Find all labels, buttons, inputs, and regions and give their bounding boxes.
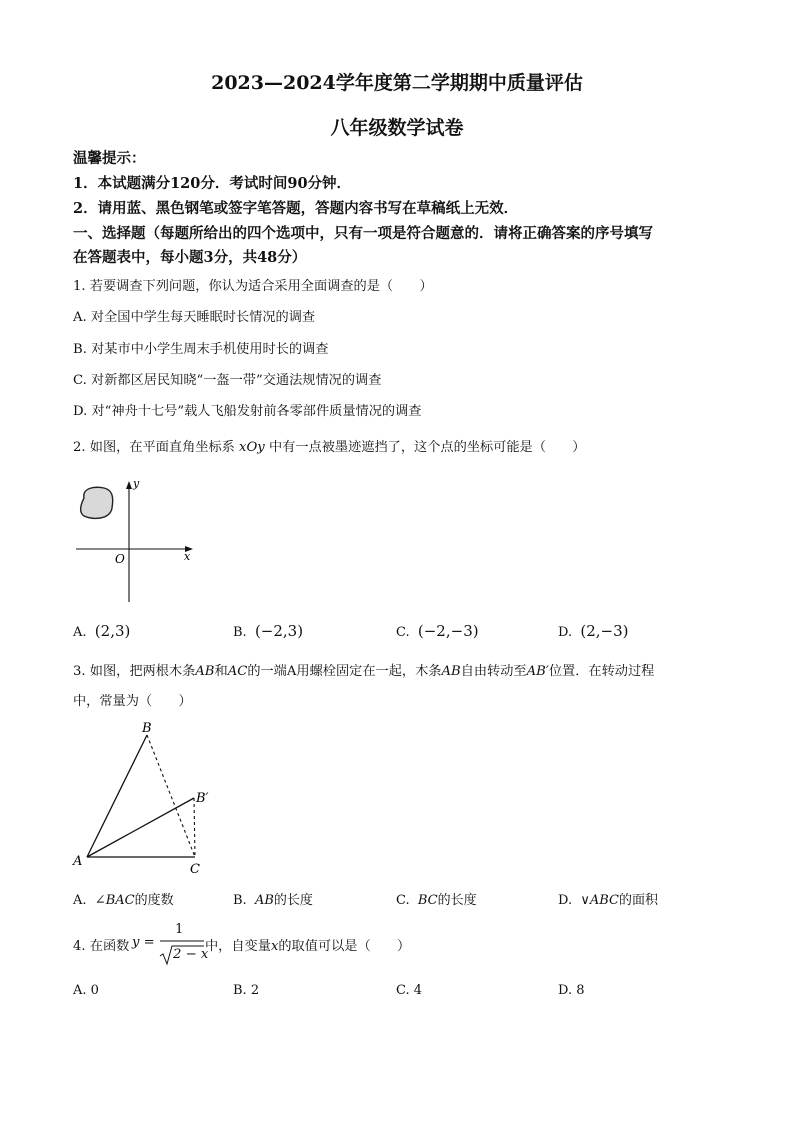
exam-subtitle: 八年级数学试卷	[330, 117, 464, 139]
question-1-stem: 1. 若要调查下列问题，你认为适合采用全面调查的是（ ）	[73, 279, 433, 294]
triangle-figure	[70, 718, 220, 878]
question-2-stem-part1: 2. 如图，在平面直角坐标系	[73, 440, 235, 455]
question-2-option-d: D. (2,−3)	[558, 622, 629, 640]
note-item-2: 2．请用蓝、黑色钢笔或签字笔答题，答题内容书写在草稿纸上无效．	[73, 200, 519, 217]
section-heading-line2: 在答题表中，每小题3分，共48分）	[73, 249, 307, 266]
question-2-stem-part2: 中有一点被墨迹遮挡了，这个点的坐标可能是（ ）	[268, 440, 586, 455]
y-axis-label: y	[133, 477, 140, 490]
question-4-function-lhs: y =	[132, 935, 155, 950]
question-2-stem	[73, 436, 585, 455]
question-2-option-b: B. (−2,3)	[233, 622, 304, 640]
x-axis-label: x	[184, 550, 191, 563]
question-3-option-a: A. ∠BAC的度数	[73, 893, 174, 908]
question-2-variable: xOy	[239, 440, 265, 455]
question-4-stem-part2: 中，自变量x的取值可以是（ ）	[205, 939, 411, 954]
label-c: C	[190, 862, 200, 877]
radicand: 2 − x	[173, 947, 209, 962]
y-axis-arrow	[126, 481, 132, 489]
segment-abp	[87, 798, 194, 857]
question-4-option-c: C. 4	[396, 983, 423, 998]
segment-ab	[87, 735, 147, 857]
question-3-stem-line1: 3. 如图，把两根木条AB和AC的一端A用螺栓固定在一起，木条AB自由转动至AB′位置．在转动过程	[73, 664, 655, 679]
note-item-1: 1．本试题满分120分．考试时间90分钟．	[73, 175, 352, 192]
question-1-option-d: D. 对“神舟十七号”载人飞船发射前各零部件质量情况的调查	[73, 404, 422, 419]
question-3-option-b: B. AB的长度	[233, 893, 313, 908]
section-heading-line1: 一、选择题（每题所给出的四个选项中，只有一项是符合题意的．请将正确答案的序号填写	[73, 225, 653, 242]
question-1-option-a: A. 对全国中学生每天睡眠时长情况的调查	[73, 310, 316, 325]
origin-label: O	[115, 552, 125, 566]
question-2-option-c: C. (−2,−3)	[396, 622, 479, 640]
segment-bpc-dashed	[194, 798, 195, 857]
option-a-value: (2,3)	[94, 622, 131, 640]
label-b: B	[142, 721, 152, 736]
question-3-stem-line2: 中，常量为（ ）	[73, 694, 192, 709]
question-4-option-a: A. 0	[73, 983, 99, 998]
question-1-option-c: C. 对新都区居民知晓“一盔一带”交通法规情况的调查	[73, 373, 382, 388]
question-3-option-d: D. ∨ABC的面积	[558, 893, 659, 908]
question-3-option-c: C. BC的长度	[396, 893, 477, 908]
label-a: A	[73, 854, 83, 869]
label-bprime: B′	[196, 791, 209, 806]
question-4-option-b: B. 2	[233, 983, 260, 998]
segment-bc-dashed	[147, 735, 195, 857]
fraction-numerator: 1	[175, 922, 184, 937]
coordinate-plane-figure	[72, 476, 202, 606]
notes-heading: 温馨提示：	[73, 150, 146, 167]
question-1-option-b: B. 对某市中小学生周末手机使用时长的调查	[73, 342, 329, 357]
option-d-value: (2,−3)	[580, 622, 629, 640]
question-4-option-d: D. 8	[558, 983, 585, 998]
question-2-option-a: A. (2,3)	[73, 622, 131, 640]
ink-blot	[81, 487, 113, 518]
question-4-stem-part1: 4. 在函数	[73, 939, 130, 954]
option-c-value: (−2,−3)	[417, 622, 479, 640]
option-b-value: (−2,3)	[254, 622, 304, 640]
exam-title: 2023—2024学年度第二学期期中质量评估	[211, 72, 583, 94]
